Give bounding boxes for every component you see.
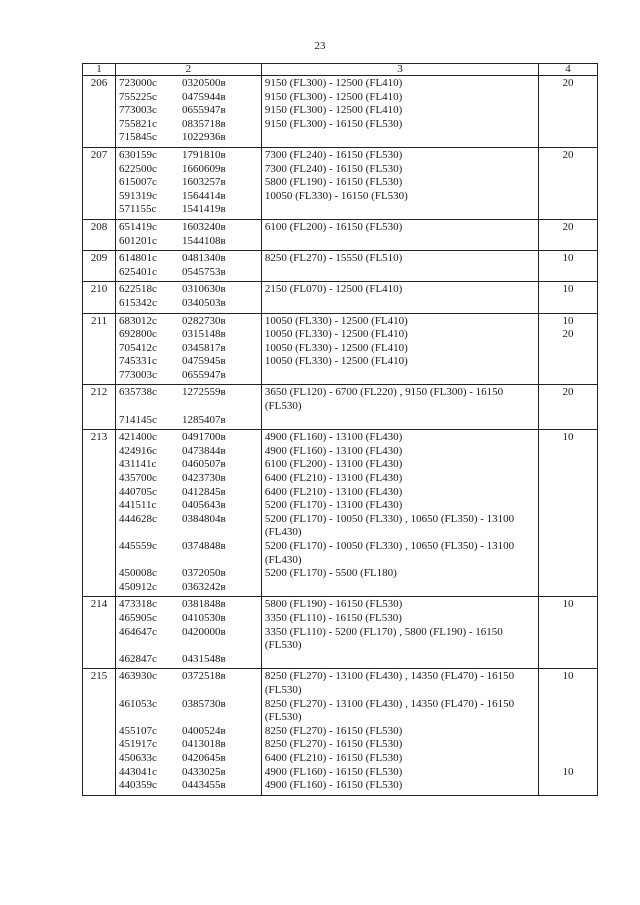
longitude: 1544108в — [181, 234, 226, 247]
area-value: 10 — [562, 314, 574, 327]
coordinates-cell — [115, 313, 261, 385]
coordinate-pair — [119, 91, 258, 105]
altitude-range: 5200 (FL170) - 13100 (FL430) — [264, 499, 403, 512]
longitude: 0475944в — [181, 90, 226, 103]
longitude: 0491700в — [181, 431, 226, 444]
latitude: 651419c — [118, 220, 157, 233]
area-cell — [539, 597, 598, 669]
row-id: 214 — [83, 597, 116, 669]
page-number: 23 — [314, 40, 326, 52]
coordinate-pair — [119, 431, 258, 445]
area-value: 10 — [562, 431, 574, 444]
spacer — [542, 711, 594, 725]
longitude: 0345817в — [181, 341, 226, 354]
spacer — [119, 526, 258, 540]
longitude: 1791810в — [181, 148, 226, 161]
area-value: 10 — [562, 252, 574, 265]
longitude: 0385730в — [181, 697, 226, 710]
latitude: 445559c — [118, 540, 157, 552]
longitude: 0423730в — [181, 472, 226, 485]
area-value: 20 — [562, 386, 574, 399]
spacer — [119, 639, 258, 653]
area-cell — [539, 282, 598, 313]
altitude-range: 10050 (FL330) - 12500 (FL410) — [264, 355, 408, 368]
altitude-range-cell — [261, 219, 538, 250]
latitude: 571155c — [118, 203, 157, 216]
longitude: 0545753в — [181, 265, 226, 278]
column-header: 3 — [261, 64, 538, 76]
coordinate-pair — [119, 386, 258, 400]
coordinate-pair — [119, 725, 258, 739]
spacer — [542, 738, 594, 752]
row-id: 206 — [83, 76, 116, 148]
altitude-range: 9150 (FL300) - 12500 (FL410) — [264, 77, 403, 89]
latitude: 421400c — [118, 431, 157, 444]
altitude-range: 5200 (FL170) - 10050 (FL330) , 10650 (FL350) - 13100 (FL430) — [264, 540, 515, 566]
row-id: 213 — [83, 430, 116, 597]
latitude: 622518c — [118, 283, 157, 296]
longitude: 0405643в — [181, 499, 226, 512]
altitude-range: 6400 (FL210) - 13100 (FL430) — [264, 485, 403, 498]
altitude-range: 8250 (FL270) - 15550 (FL510) — [264, 252, 403, 265]
table-row — [83, 597, 598, 669]
latitude: 615007c — [118, 176, 157, 189]
longitude: 0363242в — [181, 580, 226, 593]
latitude: 450008c — [118, 567, 157, 580]
altitude-range-cell — [261, 597, 538, 669]
coordinate-pair — [119, 766, 258, 780]
column-header: 2 — [115, 64, 261, 76]
latitude: 462847c — [118, 652, 157, 665]
altitude-range: 6100 (FL200) - 13100 (FL430) — [264, 458, 403, 471]
latitude: 614801c — [118, 252, 157, 265]
altitude-range-cell — [261, 76, 538, 148]
altitude-range: 10050 (FL330) - 12500 (FL410) — [264, 314, 408, 327]
coordinates-cell — [115, 430, 261, 597]
latitude: 630159c — [118, 148, 157, 161]
coordinates-cell — [115, 669, 261, 795]
longitude: 1603257в — [181, 176, 226, 189]
column-header: 4 — [539, 64, 598, 76]
longitude: 0475945в — [181, 355, 226, 368]
coordinate-pair — [119, 612, 258, 626]
latitude: 461053c — [118, 697, 157, 710]
latitude: 683012c — [118, 314, 157, 327]
latitude: 463930c — [118, 670, 157, 683]
coordinate-pair — [119, 266, 258, 280]
coordinate-pair — [119, 779, 258, 793]
altitude-range: 8250 (FL270) - 13100 (FL430) , 14350 (FL470) - 16150 (FL530) — [264, 697, 515, 724]
coordinate-pair — [119, 118, 258, 132]
longitude: 0400524в — [181, 724, 226, 737]
altitude-range: 8250 (FL270) - 16150 (FL530) — [264, 738, 403, 751]
longitude: 0433025в — [181, 765, 226, 778]
longitude: 0372050в — [181, 567, 226, 580]
coordinate-pair — [119, 203, 258, 217]
latitude: 715845c — [118, 131, 157, 144]
spacer — [542, 752, 594, 766]
table-row — [83, 430, 598, 597]
latitude: 443041c — [118, 765, 157, 778]
latitude: 473318c — [118, 598, 157, 611]
altitude-range: 10050 (FL330) - 12500 (FL410) — [264, 341, 408, 354]
altitude-range: 5800 (FL190) - 16150 (FL530) — [264, 598, 403, 611]
row-id: 215 — [83, 669, 116, 795]
spacer — [542, 684, 594, 698]
table-row — [83, 251, 598, 282]
longitude: 0374848в — [181, 540, 226, 552]
latitude: 714145c — [118, 413, 157, 426]
longitude: 0410530в — [181, 611, 226, 624]
altitude-range-cell — [261, 313, 538, 385]
latitude: 755225c — [118, 90, 157, 103]
latitude: 444628c — [118, 512, 157, 525]
table-row — [83, 76, 598, 148]
longitude: 0381848в — [181, 598, 226, 611]
longitude: 0655947в — [181, 104, 226, 117]
latitude: 440705c — [118, 485, 157, 498]
altitude-range: 6100 (FL200) - 16150 (FL530) — [264, 220, 403, 233]
coordinate-pair — [119, 149, 258, 163]
coordinates-cell — [115, 282, 261, 313]
coordinate-pair — [119, 131, 258, 145]
longitude: 0443455в — [181, 779, 226, 792]
spacer — [119, 711, 258, 725]
altitude-range: 8250 (FL270) - 16150 (FL530) — [264, 724, 403, 737]
altitude-range: 9150 (FL300) - 16150 (FL530) — [264, 117, 403, 130]
coordinate-pair — [119, 581, 258, 595]
coordinates-cell — [115, 251, 261, 282]
coordinate-pair — [119, 163, 258, 177]
coordinate-pair — [119, 176, 258, 190]
area-value: 10 — [562, 283, 574, 296]
latitude: 441511c — [118, 499, 157, 512]
data-table — [82, 63, 598, 796]
coordinate-pair — [119, 738, 258, 752]
latitude: 465905c — [118, 611, 157, 624]
latitude: 450912c — [118, 580, 157, 593]
coordinate-pair — [119, 221, 258, 235]
coordinate-pair — [119, 567, 258, 581]
spacer — [119, 400, 258, 414]
coordinate-pair — [119, 698, 258, 712]
altitude-range: 4900 (FL160) - 13100 (FL430) — [264, 431, 403, 444]
altitude-range: 6400 (FL210) - 13100 (FL430) — [264, 472, 403, 485]
area-cell — [539, 251, 598, 282]
table-header-row — [83, 64, 598, 76]
coordinates-cell — [115, 597, 261, 669]
coordinates-cell — [115, 385, 261, 430]
altitude-range: 9150 (FL300) - 12500 (FL410) — [264, 90, 403, 103]
latitude: 635738c — [118, 386, 157, 399]
longitude: 0473844в — [181, 444, 226, 457]
altitude-range: 9150 (FL300) - 12500 (FL410) — [264, 104, 403, 117]
longitude: 0372518в — [181, 670, 226, 683]
latitude: 723000c — [118, 77, 157, 89]
altitude-range: 7300 (FL240) - 16150 (FL530) — [264, 162, 403, 175]
latitude: 601201c — [118, 234, 157, 247]
area-cell — [539, 313, 598, 385]
altitude-range: 4900 (FL160) - 16150 (FL530) — [264, 779, 403, 792]
row-id: 211 — [83, 313, 116, 385]
table-row — [83, 219, 598, 250]
longitude: 1022936в — [181, 131, 226, 144]
altitude-range: 2150 (FL070) - 12500 (FL410) — [264, 283, 403, 296]
latitude: 692800c — [118, 328, 157, 341]
latitude: 622500c — [118, 162, 157, 175]
coordinate-pair — [119, 598, 258, 612]
altitude-range-cell — [261, 385, 538, 430]
latitude: 455107c — [118, 724, 157, 737]
longitude: 0420000в — [181, 625, 226, 638]
spacer — [542, 698, 594, 712]
coordinate-pair — [119, 499, 258, 513]
coordinate-pair — [119, 445, 258, 459]
coordinate-pair — [119, 342, 258, 356]
latitude: 451917c — [118, 738, 157, 751]
coordinates-cell — [115, 76, 261, 148]
latitude: 440359c — [118, 779, 157, 792]
coordinate-pair — [119, 104, 258, 118]
latitude: 755821c — [118, 117, 157, 130]
area-cell — [539, 669, 598, 795]
latitude: 464647c — [118, 625, 157, 638]
altitude-range: 8250 (FL270) - 13100 (FL430) , 14350 (FL470) - 16150 (FL530) — [264, 670, 515, 696]
area-value: 20 — [562, 77, 574, 89]
spacer — [119, 554, 258, 568]
altitude-range: 10050 (FL330) - 16150 (FL530) — [264, 189, 408, 202]
longitude: 1660609в — [181, 162, 226, 175]
row-id: 209 — [83, 251, 116, 282]
row-id: 212 — [83, 385, 116, 430]
coordinate-pair — [119, 670, 258, 684]
altitude-range: 5200 (FL170) - 10050 (FL330) , 10650 (FL350) - 13100 (FL430) — [264, 512, 515, 539]
table-row — [83, 313, 598, 385]
coordinate-pair — [119, 355, 258, 369]
coordinate-pair — [119, 414, 258, 428]
coordinate-pair — [119, 252, 258, 266]
coordinate-pair — [119, 190, 258, 204]
area-cell — [539, 147, 598, 219]
coordinate-pair — [119, 297, 258, 311]
longitude: 0282730в — [181, 314, 226, 327]
altitude-range-cell — [261, 282, 538, 313]
altitude-range: 3350 (FL110) - 16150 (FL530) — [264, 611, 402, 624]
area-value: 20 — [562, 220, 574, 233]
area-cell — [539, 219, 598, 250]
spacer — [119, 684, 258, 698]
latitude: 773003c — [118, 368, 157, 381]
coordinate-pair — [119, 235, 258, 249]
longitude: 1285407в — [181, 413, 226, 426]
longitude: 0310630в — [181, 283, 226, 296]
longitude: 0835718в — [181, 117, 226, 130]
row-id: 210 — [83, 282, 116, 313]
altitude-range: 10050 (FL330) - 12500 (FL410) — [264, 328, 408, 341]
coordinate-pair — [119, 458, 258, 472]
area-value: 20 — [562, 148, 574, 161]
coordinate-pair — [119, 653, 258, 667]
latitude: 745331c — [118, 355, 157, 368]
coordinate-pair — [119, 77, 258, 91]
coordinate-pair — [119, 315, 258, 329]
latitude: 431141c — [118, 458, 157, 471]
longitude: 0460507в — [181, 458, 226, 471]
coordinate-pair — [119, 369, 258, 383]
latitude: 615342c — [118, 296, 157, 309]
altitude-range-cell — [261, 669, 538, 795]
latitude: 625401c — [118, 265, 157, 278]
table-body — [83, 64, 598, 796]
altitude-range-cell — [261, 430, 538, 597]
altitude-range: 5200 (FL170) - 5500 (FL180) — [264, 567, 397, 580]
longitude: 0431548в — [181, 652, 226, 665]
longitude: 1272559в — [181, 386, 226, 399]
longitude: 1541419в — [181, 203, 226, 216]
altitude-range: 4900 (FL160) - 16150 (FL530) — [264, 765, 403, 778]
table-row — [83, 147, 598, 219]
longitude: 0481340в — [181, 252, 226, 265]
longitude: 0655947в — [181, 368, 226, 381]
coordinate-pair — [119, 513, 258, 527]
area-value: 10 — [562, 670, 574, 683]
longitude: 0420645в — [181, 751, 226, 764]
area-value: 20 — [562, 328, 574, 341]
table-row — [83, 282, 598, 313]
altitude-range: 7300 (FL240) - 16150 (FL530) — [264, 148, 403, 161]
altitude-range: 5800 (FL190) - 16150 (FL530) — [264, 176, 403, 189]
altitude-range: 3350 (FL110) - 5200 (FL170) , 5800 (FL190) - 16150 (FL530) — [264, 625, 503, 652]
latitude: 450633c — [118, 751, 157, 764]
altitude-range-cell — [261, 147, 538, 219]
coordinate-pair — [119, 752, 258, 766]
area-value: 10 — [562, 765, 574, 778]
area-cell — [539, 430, 598, 597]
longitude: 0315148в — [181, 328, 226, 341]
row-id: 207 — [83, 147, 116, 219]
spacer — [542, 725, 594, 739]
column-header: 1 — [83, 64, 116, 76]
longitude: 1564414в — [181, 189, 226, 202]
longitude: 0384804в — [181, 512, 226, 525]
altitude-range: 4900 (FL160) - 13100 (FL430) — [264, 444, 403, 457]
coordinate-pair — [119, 540, 258, 554]
coordinates-cell — [115, 219, 261, 250]
longitude: 0412845в — [181, 485, 226, 498]
coordinate-pair — [119, 283, 258, 297]
altitude-range: 6400 (FL210) - 16150 (FL530) — [264, 751, 403, 764]
area-value: 10 — [562, 598, 574, 611]
row-id: 208 — [83, 219, 116, 250]
latitude: 773003c — [118, 104, 157, 117]
coordinates-cell — [115, 147, 261, 219]
table-row — [83, 385, 598, 430]
latitude: 591319c — [118, 189, 157, 202]
coordinate-pair — [119, 472, 258, 486]
longitude: 1603240в — [181, 220, 226, 233]
coordinate-pair — [119, 626, 258, 640]
longitude: 0340503в — [181, 296, 226, 309]
coordinate-pair — [119, 486, 258, 500]
table-row — [83, 669, 598, 795]
longitude: 0320500в — [181, 77, 226, 89]
latitude: 705412c — [118, 341, 157, 354]
area-cell — [539, 76, 598, 148]
longitude: 0413018в — [181, 738, 226, 751]
altitude-range: 3650 (FL120) - 6700 (FL220) , 9150 (FL300) - 16150 (FL530) — [264, 386, 504, 413]
latitude: 435700c — [118, 472, 157, 485]
area-cell — [539, 385, 598, 430]
coordinate-pair — [119, 328, 258, 342]
latitude: 424916c — [118, 444, 157, 457]
altitude-range-cell — [261, 251, 538, 282]
